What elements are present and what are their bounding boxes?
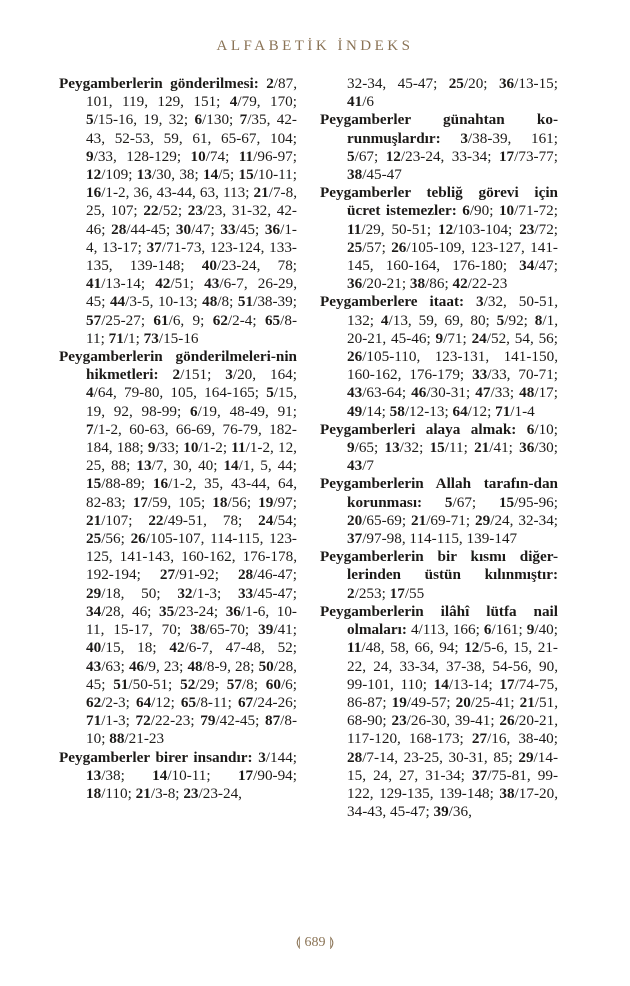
index-references: 3/144; 13/38; 14/10-11; 17/90-94; 18/110; 21/3-8; 23/23-24, (86, 748, 298, 802)
index-term: Peygamberler tebliğ görevi için ücret istemezler: (320, 184, 558, 220)
index-references: 5/67; 15/95-96; 20/65-69; 21/69-71; 29/24, 32-34; 37/97-98, 114-115, 139-147 (347, 493, 559, 548)
left-column (59, 75, 297, 803)
index-entry (320, 548, 558, 603)
index-entry (320, 603, 558, 821)
index-entry (59, 348, 297, 748)
index-entry (320, 293, 558, 420)
index-term: Peygamberlerin Allah tarafın-dan korunması: (320, 475, 558, 511)
index-references: 3/38-39, 161; 5/67; 12/23-24, 33-34; 17/73-77; 38/45-47 (347, 129, 558, 184)
index-references: 3/32, 50-51, 132; 4/13, 59, 69, 80; 5/92; 8/1, 20-21, 45-46; 9/71; 24/52, 54, 56; 26/105-110, 123-131, 141-150, 160-162, 176-179; 33/33, 70-71; 43/63-64; 46/30-31; 47/33; 48/17; 49/14; 58/12-13; 64/12; 71/1-4 (347, 293, 559, 420)
index-entry (59, 749, 297, 804)
index-entry (59, 75, 297, 348)
index-references: 2/87, 101, 119, 129, 151; 4/79, 170; 5/15-16, 19, 32; 6/130; 7/35, 42-43, 52-53, 59, 61, 65-67, 104; 9/33, 128-129; 10/74; 11/96-97; 12/109; 13/30, 38; 14/5; 15/10-11; 16/1-2, 36, 43-44, 63, 113; 21/7-8, 25, 107; 22/52; 23/23, 31-32, 42-46; 28/44-45; 30/47; 33/45; 36/1-4, 13-17; 37/71-73, 123-124, 133-135, 139-148; 40/23-24, 78; 41/13-14; 42/51; 43/6-7, 26-29, 45; 44/3-5, 10-13; 48/8; 51/38-39; 57/25-27; 61/6, 9; 62/2-4; 65/8-11; 71/1; 73/15-16 (86, 75, 298, 347)
page-header (0, 38, 630, 55)
index-term: Peygamberler birer insandır: (59, 748, 253, 766)
index-term: Peygamberlerin ilâhî lütfa nail olmaları: (320, 602, 558, 639)
index-entry (320, 184, 558, 293)
index-entry (320, 475, 558, 548)
continued-references: 32-34, 45-47; 25/20; 36/13-15; 41/6 (347, 75, 558, 111)
index-references: 6/90; 10/71-72; 11/29, 50-51; 12/103-104; 23/72; 25/57; 26/105-109, 123-127, 141-145, 160-164, 176-180; 34/47; 36/20-21; 38/86; 42/22-23 (347, 202, 559, 293)
page-footer (0, 934, 630, 951)
index-references: 4/113, 166; 6/161; 9/40; 11/48, 58, 66, 94; 12/5-6, 15, 21-22, 24, 33-34, 37-38, 54-56, 90, 99-101, 110; 14/13-14; 17/74-75, 86-87; 19/49-57; 20/25-41; 21/51, 68-90; 23/26-30, 39-41; 26/20-21, 117-120, 168-173; 27/16, 38-40; 28/7-14, 23-25, 30-31, 85; 29/14-15, 24, 27, 31-34; 37/75-81, 99-122, 129-135, 139-148; 38/17-20, 34-43, 45-47; 39/36, (347, 621, 559, 821)
index-references: 2/151; 3/20, 164; 4/64, 79-80, 105, 164-165; 5/15, 19, 92, 98-99; 6/19, 48-49, 91; 7/1-2, 60-63, 66-69, 76-79, 182-184, 188; 9/33; 10/1-2; 11/1-2, 12, 25, 88; 13/7, 30, 40; 14/1, 5, 44; 15/88-89; 16/1-2, 35, 43-44, 64, 82-83; 17/59, 105; 18/56; 19/97; 21/107; 22/49-51, 78; 24/54; 25/56; 26/105-107, 114-115, 123-125, 141-143, 160-162, 176-178, 192-194; 27/91-92; 28/46-47; 29/18, 50; 32/1-3; 33/45-47; 34/28, 46; 35/23-24; 36/1-6, 10-11, 15-17, 70; 38/65-70; 39/41; 40/15, 18; 42/6-7, 47-48, 52; 43/63; 46/9, 23; 48/8-9, 28; 50/28, 45; 51/50-51; 52/29; 57/8; 60/6; 62/2-3; 64/12; 65/8-11; 67/24-26; 71/1-3; 72/22-23; 79/42-45; 87/8-10; 88/21-23 (86, 366, 298, 748)
index-term: Peygamberleri alaya almak: (320, 420, 517, 438)
page-number: 689 (304, 935, 326, 950)
index-term: Peygamberlerin bir kısmı diğer-lerinden üstün kılınmıştır: (320, 548, 558, 584)
right-column (320, 75, 558, 821)
ornament-right-icon: ⟭ (329, 934, 335, 949)
index-entry (320, 421, 558, 476)
index-term: Peygamberlerin gönderilmesi: (59, 75, 259, 92)
index-term: Peygamberlerin gönderilmeleri-nin hikmetleri: (59, 348, 297, 384)
index-term: Peygamberler günahtan ko-runmuşlardır: (320, 111, 558, 147)
index-references: 2/253; 17/55 (347, 584, 425, 602)
index-entry (320, 111, 558, 184)
index-references: 6/10; 9/65; 13/32; 15/11; 21/41; 36/30; 43/7 (347, 420, 558, 475)
header-title: ALFABETİK İNDEKS (216, 38, 414, 54)
index-term: Peygamberlere itaat: (320, 293, 465, 311)
ornament-left-icon: ⟬ (295, 934, 301, 949)
